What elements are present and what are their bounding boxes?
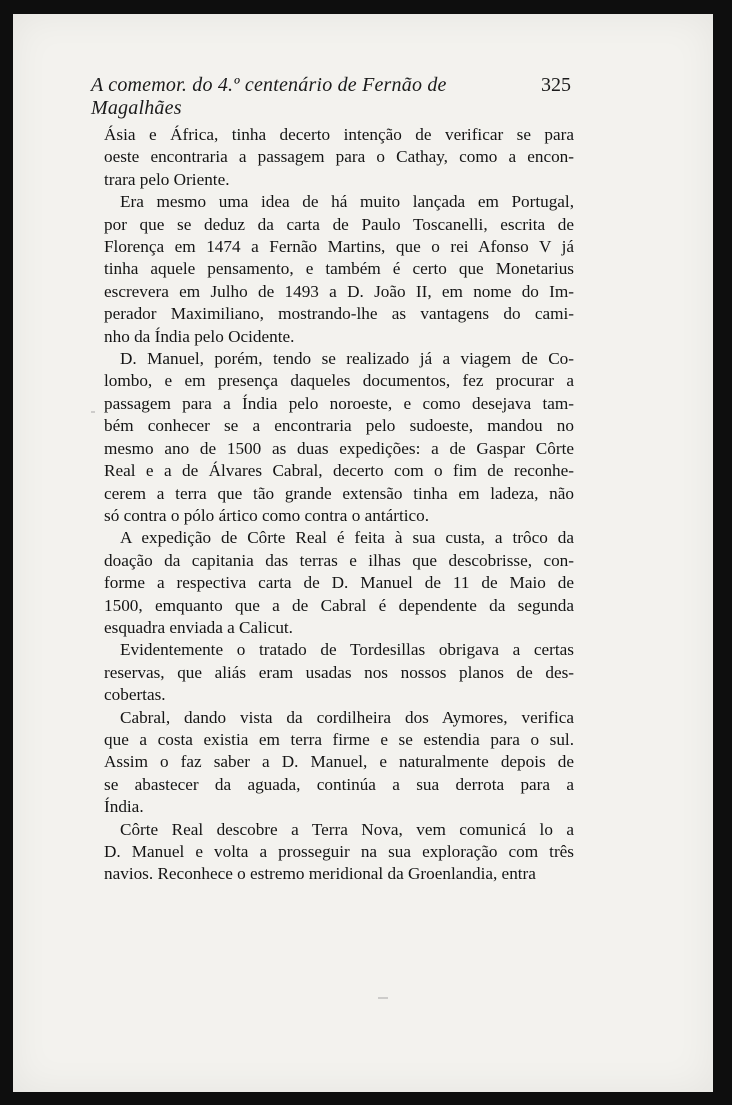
text-line: Cabral, dando vista da cordilheira dos Aymores, verifica [120,707,574,727]
text-line: que a costa existia em terra firme e se estendia para o sul. [104,729,574,749]
running-title: A comemor. do 4.º centenário de Fernão de Magalhães [91,74,447,119]
text-line: reservas, que aliás eram usadas nos nossos planos de des- [104,662,574,682]
text-line: trara pelo Oriente. [104,169,230,189]
text-line: Ásia e África, tinha decerto intenção de verificar se para [104,125,574,144]
text-line: D. Manuel e volta a prosseguir na sua exploração com três [104,842,574,861]
text-line: A expedição de Côrte Real é feita à sua custa, a trôco da [120,528,574,548]
text-line: perador Maximiliano, mostrando-lhe as vantagens do cami- [104,304,574,324]
text-line: cobertas. [104,685,166,705]
paper-speck [91,411,95,413]
text-line: navios. Reconhece o estremo meridional da Groenlandia, entra [104,864,536,884]
text-line: Era mesmo uma idea de há muito lançada em Portugal, [120,192,574,212]
text-line: oeste encontraria a passagem para o Cathay, como a encon- [104,147,574,167]
text-line: por que se deduz da carta de Paulo Toscanelli, escrita de [104,214,574,234]
text-line: doação da capitania das terras e ilhas que descobrisse, con- [104,550,574,570]
text-line: Florença em 1474 a Fernão Martins, que o rei Afonso V já [104,237,574,257]
text-line: Índia. [104,797,144,817]
text-line: tinha aquele pensamento, e também é certo que Monetarius [104,259,574,279]
running-header [91,74,571,120]
text-line: esquadra enviada a Calicut. [104,617,293,637]
paragraph [104,819,574,886]
paragraph [104,639,574,706]
text-line: bém conhecer se a encontraria pelo sudoeste, mandou no [104,416,574,436]
text-line: Evidentemente o tratado de Tordesillas obrigava a certas [120,640,574,660]
text-line: passagem para a Índia pelo noroeste, e como desejava tam- [104,393,574,413]
text-line: se abastecer da aguada, continúa a sua derrota para a [104,774,574,794]
text-line: Côrte Real descobre a Terra Nova, vem comunicá lo a [120,819,574,839]
text-line: Real e a de Álvares Cabral, decerto com o fim de reconhe- [104,461,574,481]
paper-speck [378,997,388,999]
paragraph [104,124,574,191]
text-line: D. Manuel, porém, tendo se realizado já a viagem de Co- [120,349,574,369]
text-line: escrevera em Julho de 1493 a D. João II, em nome do Im- [104,281,574,301]
paragraph [104,191,574,348]
page-number: 325 [541,74,571,96]
body-text [104,124,574,886]
text-line: mesmo ano de 1500 as duas expedições: a de Gaspar Côrte [104,438,574,458]
text-line: forme a respectiva carta de D. Manuel de 11 de Maio de [104,573,574,593]
text-line: 1500, emquanto que a de Cabral é dependente da segunda [104,595,574,615]
text-line: cerem a terra que tão grande extensão tinha em ladeza, não [104,483,574,503]
paragraph [104,527,574,639]
text-line: nho da Índia pelo Ocidente. [104,326,295,346]
paragraph [104,348,574,527]
paragraph [104,707,574,819]
text-line: lombo, e em presença daqueles documentos, fez procurar a [104,371,574,391]
text-line: só contra o pólo ártico como contra o antártico. [104,505,430,525]
text-line: Assim o faz saber a D. Manuel, e naturalmente depois de [104,752,574,772]
